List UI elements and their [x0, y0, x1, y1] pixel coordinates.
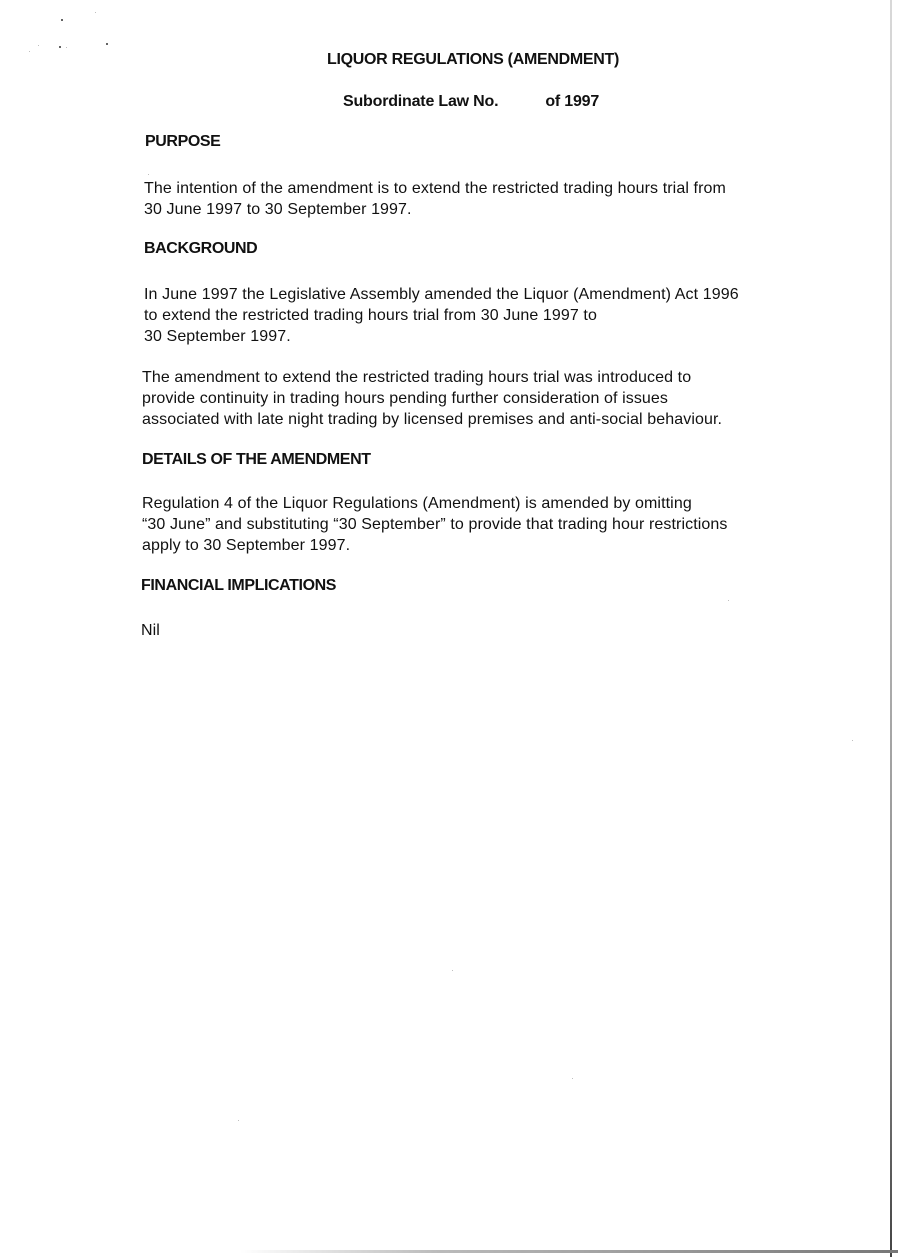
section-paragraph-background-2 [142, 367, 722, 430]
paragraph-line: 30 September 1997. [144, 328, 291, 345]
scan-edge-bottom [240, 1250, 898, 1253]
scan-speck [728, 600, 729, 601]
scan-speck [59, 46, 61, 48]
subordinate-law-label: Subordinate Law No. [343, 93, 499, 110]
paragraph-line: In June 1997 the Legislative Assembly amended the Liquor (Amendment) Act 1996 [144, 286, 739, 303]
scan-speck [148, 174, 149, 175]
paragraph-line: apply to 30 September 1997. [142, 537, 351, 554]
section-heading-background: BACKGROUND [144, 240, 258, 257]
section-heading-financial: FINANCIAL IMPLICATIONS [141, 577, 337, 594]
scan-speck [852, 740, 853, 741]
section-paragraph-purpose [144, 178, 726, 220]
paragraph-line: associated with late night trading by licensed premises and anti-social behaviour. [142, 411, 723, 428]
section-paragraph-financial [141, 620, 160, 641]
scan-speck [95, 12, 96, 13]
scan-speck [238, 1120, 239, 1121]
paragraph-line: to extend the restricted trading hours trial from 30 June 1997 to [144, 307, 597, 324]
scan-speck [38, 45, 39, 46]
scan-speck [106, 43, 108, 45]
scan-speck [452, 970, 453, 971]
paragraph-line: 30 June 1997 to 30 September 1997. [144, 201, 412, 218]
scan-speck [66, 47, 67, 48]
document-subtitle [343, 93, 599, 111]
paragraph-line: provide continuity in trading hours pending further consideration of issues [142, 390, 669, 407]
scan-speck [61, 19, 63, 21]
scan-speck [29, 51, 30, 52]
paragraph-line: Nil [141, 622, 160, 639]
scan-speck [572, 1078, 573, 1079]
section-paragraph-background-1 [144, 284, 739, 347]
section-heading-details: DETAILS OF THE AMENDMENT [142, 451, 371, 468]
paragraph-line: The amendment to extend the restricted trading hours trial was introduced to [142, 369, 692, 386]
section-heading-purpose: PURPOSE [145, 133, 221, 150]
subordinate-law-year: of 1997 [545, 93, 600, 110]
document-title: LIQUOR REGULATIONS (AMENDMENT) [327, 51, 620, 68]
paragraph-line: “30 June” and substituting “30 September” to provide that trading hour restrictions [142, 516, 728, 533]
section-paragraph-details [142, 493, 728, 556]
paragraph-line: The intention of the amendment is to extend the restricted trading hours trial from [144, 180, 726, 197]
paragraph-line: Regulation 4 of the Liquor Regulations (Amendment) is amended by omitting [142, 495, 692, 512]
scan-edge-right [890, 0, 892, 1257]
